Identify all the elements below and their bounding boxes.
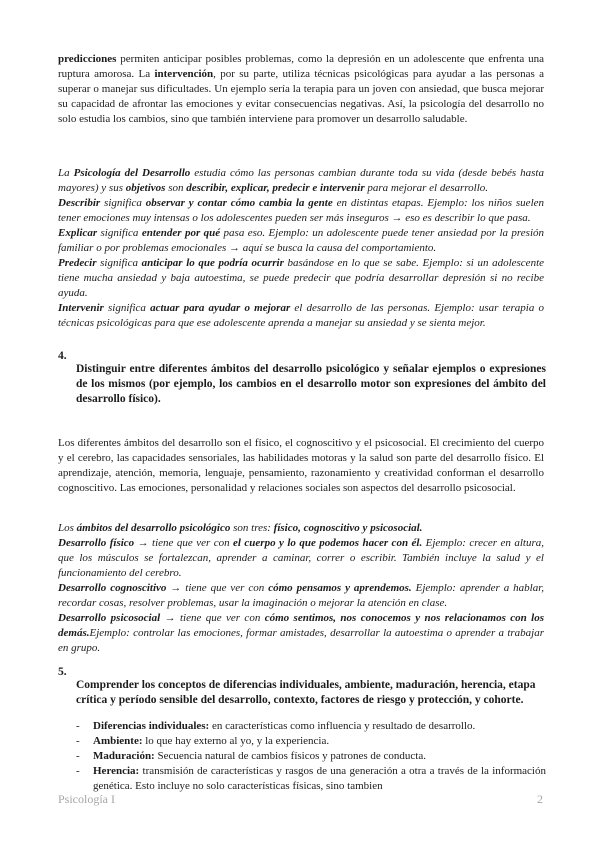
s1-p4a: Predecir bbox=[58, 257, 97, 269]
concept-definition: en características como influencia y resultado de desarrollo. bbox=[209, 720, 476, 732]
section-4-body: Los diferentes ámbitos del desarrollo son el físico, el cognoscitivo y el psicosocial. El crecimiento del cuerpo y el cerebro, las capacidades sensoriales, las habilidades motoras y la salud son parte del desarrollo físico. El aprendizaje, atención, memoria, lenguaje, pensamiento, razonamiento y creatividad conforman el desarrollo cognoscitivo. Las emociones, personalidad y relaciones sociales son aspectos del desarrollo psicosocial. bbox=[58, 437, 544, 494]
intro-paragraph bbox=[58, 52, 544, 127]
summary-domains-intro bbox=[58, 521, 544, 536]
s2-p4b: → tiene que ver con bbox=[160, 612, 265, 624]
s1-p4d: basándose en lo que se sabe. Ejemplo: si un adolescente tiene mucha ansiedad y baja autoestima, se puede predecir que podría desarrollar depresión si no recibe ayuda. bbox=[58, 257, 545, 299]
summary-objectives bbox=[58, 166, 544, 331]
s1-p5d: el desarrollo de las personas. Ejemplo: usar terapia o técnicas psicológicas para que ese adolescente aprenda a manejar su ansiedad y se sienta mejor. bbox=[58, 302, 544, 329]
concept-definition: Secuencia natural de cambios físicos y patrones de conducta. bbox=[154, 750, 426, 762]
s1-p5a: Intervenir bbox=[58, 302, 104, 314]
s1-p2a: Describir bbox=[58, 197, 101, 209]
summary-psicosocial bbox=[58, 611, 544, 656]
list-item bbox=[76, 734, 546, 749]
s1-p1g: para mejorar el desarrollo. bbox=[364, 182, 488, 194]
concept-term: Ambiente: bbox=[93, 735, 143, 747]
s1-p4c: anticipar lo que podría ocurrir bbox=[141, 257, 284, 269]
concept-term: Maduración: bbox=[93, 750, 155, 762]
s2-p2b: → tiene que ver con bbox=[134, 537, 234, 549]
s2-p3d: Ejemplo: aprender a hablar, recordar cosas, resolver problemas, usar la imaginación o mejorar la atención en clase. bbox=[58, 582, 545, 609]
summary-explicar bbox=[58, 226, 544, 256]
s2-p1d: físico, cognoscitivo y psicosocial. bbox=[273, 522, 423, 534]
s1-p1d: objetivos bbox=[125, 182, 166, 194]
s2-p1b: ámbitos del desarrollo psicológico bbox=[76, 522, 231, 534]
list-item bbox=[76, 749, 546, 764]
page-number: 2 bbox=[537, 792, 543, 806]
s1-p1a: La bbox=[58, 167, 74, 179]
summary-predecir bbox=[58, 256, 544, 301]
s2-p3c: cómo pensamos y aprendemos. bbox=[268, 582, 412, 594]
s1-p2c: observar y contar cómo cambia la gente bbox=[145, 197, 333, 209]
s2-p4c: cómo sentimos, nos conocemos y nos relacionamos con los demás. bbox=[58, 612, 545, 639]
s2-p2c: el cuerpo y lo que podemos hacer con él. bbox=[233, 537, 423, 549]
intro-text-2: , por su parte, utiliza técnicas psicológicas para ayudar a las personas a superar o manejar sus dificultades. Un ejemplo sería la terapia para un joven con ansiedad, que busca mejorar su capacidad de afrontar las emociones y evitar consecuencias negativas. Así, la psicología del desarrollo no solo estudia los cambios, sino que también interviene para promover un desarrollo saludable. bbox=[58, 68, 544, 125]
concept-definition: transmisión de características y rasgos de una generación a otra a través de la información genética. Esto incluye no solo características físicas, sino tambien bbox=[93, 765, 546, 792]
concept-definition: lo que hay externo al yo, y la experiencia. bbox=[142, 735, 330, 747]
summary-cognoscitivo bbox=[58, 581, 544, 611]
s2-p2a: Desarrollo físico bbox=[58, 537, 135, 549]
s1-p5c: actuar para ayudar o mejorar bbox=[150, 302, 291, 314]
s1-p1f: describir, explicar, predecir e intervenir bbox=[186, 182, 365, 194]
s1-p3b: significa bbox=[97, 227, 142, 239]
s2-p2d: Ejemplo: crecer en altura, que los músculos se fortalezcan, aprender a caminar, correr o escribir. También incluye la salud y el funcionamiento del cerebro. bbox=[58, 537, 545, 579]
s1-p3d: pasa eso. Ejemplo: un adolescente puede tener ansiedad por la presión familiar o por problemas emocionales → aquí se busca la causa del comportamiento. bbox=[58, 227, 545, 254]
concept-term: Herencia: bbox=[93, 765, 140, 777]
concept-list bbox=[76, 719, 546, 794]
term-intervencion: intervención bbox=[154, 68, 214, 80]
s1-p5b: significa bbox=[103, 302, 151, 314]
s1-p3c: entender por qué bbox=[141, 227, 221, 239]
s1-p2d: en distintas etapas. Ejemplo: los niños suelen tener emociones muy intensas o los adolescentes pueden ser más inseguros → eso es describir lo que pasa. bbox=[58, 197, 545, 224]
s2-p4a: Desarrollo psicosocial bbox=[58, 612, 161, 624]
section-4-title: Distinguir entre diferentes ámbitos del desarrollo psicológico y señalar ejemplos o expresiones de los mismos (por ejemplo, los cambios en el desarrollo motor son expresiones del ámbito del desarrollo físico). bbox=[76, 362, 546, 405]
list-item bbox=[76, 719, 546, 734]
s1-p4b: significa bbox=[96, 257, 142, 269]
intro-text-1: permiten anticipar posibles problemas, como la depresión en un adolescente que enfrenta una ruptura amorosa. La bbox=[58, 53, 544, 80]
concept-term: Diferencias individuales: bbox=[93, 720, 210, 732]
summary-objectives-intro bbox=[58, 166, 544, 196]
summary-describir bbox=[58, 196, 544, 226]
section-4-heading bbox=[58, 350, 546, 418]
section-5-number: 5. bbox=[58, 666, 67, 678]
s2-p1a: Los bbox=[58, 522, 77, 534]
s1-p1c: estudia cómo las personas cambian durante toda su vida (desde bebés hasta mayores) y sus bbox=[58, 167, 544, 194]
summary-intervenir bbox=[58, 301, 544, 331]
section-5-title: Comprender los conceptos de diferencias individuales, ambiente, maduración, herencia, etapa crítica y período sensible del desarrollo, contexto, factores de riesgo y protección, y cohorte. bbox=[76, 678, 536, 706]
footer-course-name: Psicología I bbox=[58, 792, 115, 806]
section-4-number: 4. bbox=[58, 350, 67, 362]
summary-fisico bbox=[58, 536, 544, 581]
term-predicciones: predicciones bbox=[58, 53, 117, 65]
s2-p1c: son tres: bbox=[230, 522, 274, 534]
summary-domains bbox=[58, 521, 544, 656]
s2-p3a: Desarrollo cognoscitivo bbox=[58, 582, 167, 594]
s1-p1e: son bbox=[165, 182, 187, 194]
s1-p3a: Explicar bbox=[58, 227, 98, 239]
list-item bbox=[76, 764, 546, 794]
s1-p1b: Psicología del Desarrollo bbox=[73, 167, 191, 179]
s2-p3b: → tiene que ver con bbox=[166, 582, 269, 594]
s1-p2b: significa bbox=[100, 197, 146, 209]
s2-p4d: Ejemplo: controlar las emociones, formar amistades, desarrollar la autoestima o aprender a trabajar en grupo. bbox=[58, 627, 544, 654]
section-5 bbox=[58, 666, 546, 794]
